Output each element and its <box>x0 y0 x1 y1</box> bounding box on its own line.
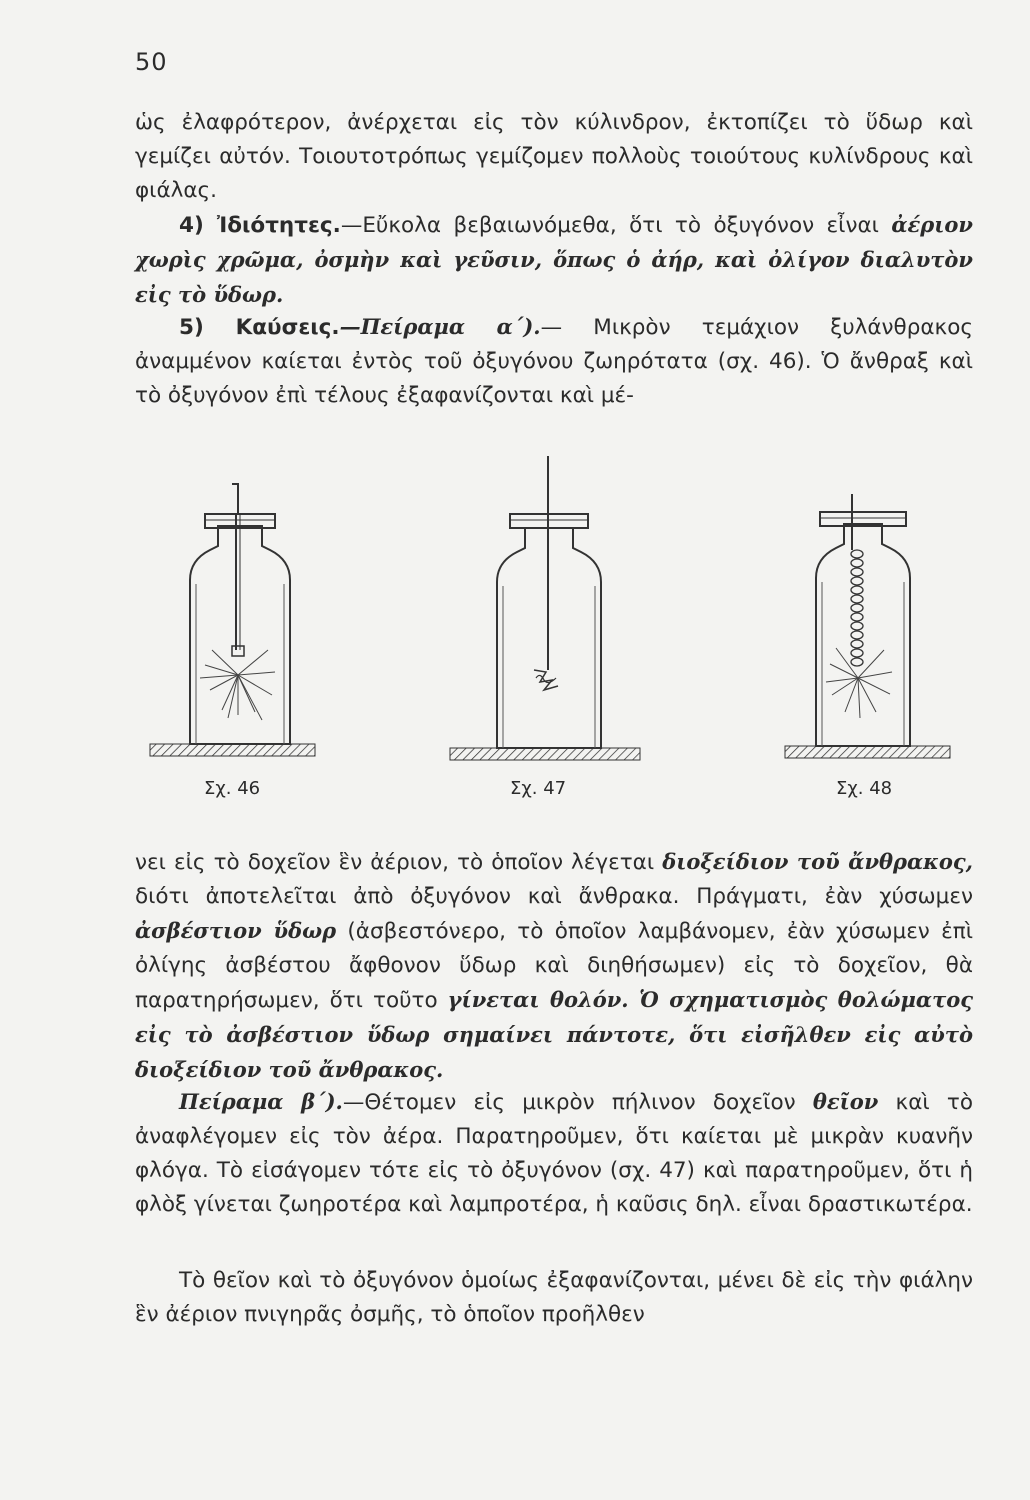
paragraph-properties <box>135 208 973 313</box>
figure-48-bottle <box>785 494 950 758</box>
properties-text: —Εὔκολα βεβαιωνόμεθα, ὅτι τὸ ὀξυγόνον εἶναι <box>340 213 892 238</box>
figure-46-bottle <box>150 484 315 756</box>
caption-fig-47: Σχ. 47 <box>510 778 567 799</box>
combustion-heading: 5) Καύσεις. <box>179 315 340 340</box>
properties-bold: ἀέριον χωρὶς χρῶμα, ὀσμὴν καὶ γεῦσιν, ὅπως ὁ ἀήρ, καὶ ὀλίγον διαλυτὸν εἰς τὸ ὕδωρ. <box>135 212 973 307</box>
caption-fig-48: Σχ. 48 <box>836 778 893 799</box>
sulfur-text: Τὸ θεῖον καὶ τὸ ὀξυγόνον ὁμοίως ἐξαφανίζονται, μένει δὲ εἰς τὴν φιάλην ἓν ἀέριον πνιγηρᾶς ὀσμῆς, τὸ ὁποῖον προῆλθεν <box>135 1268 973 1327</box>
paragraph-carbon-dioxide <box>135 845 973 1088</box>
paragraph-sulfur <box>135 1264 973 1332</box>
paragraph-experiment-b <box>135 1085 973 1222</box>
bottles-illustration <box>0 450 1030 780</box>
figures-area <box>0 450 1030 820</box>
exp-b-text-1: —Θέτομεν εἰς μικρὸν πήλινον δοχεῖον <box>342 1090 813 1115</box>
experiment-b-label: Πείραμα β΄). <box>179 1089 343 1114</box>
cd-bold-3: γίνεται θολόν. Ὁ σχηματισμὸς θολώματος εἰς τὸ ἀσβέστιον ὕδωρ σημαίνει πάντοτε, ὅτι εἰσῆλθεν εἰς αὐτὸ διοξείδιον τοῦ ἄνθρακος. <box>135 987 973 1082</box>
cd-bold-1: διοξείδιον τοῦ ἄνθρακος, <box>662 849 973 874</box>
figure-47-bottle <box>450 456 640 760</box>
cd-text-1: νει εἰς τὸ δοχεῖον ἓν ἀέριον, τὸ ὁποῖον λέγεται <box>135 850 663 875</box>
combustion-text: — Μικρὸν τεμάχιον ξυλάνθρακος ἀναμμένον καίεται ἐντὸς τοῦ ὀξυγόνου ζωηρότατα (σχ. 46). Ὁ ἄνθραξ καὶ τὸ ὀξυγόνον ἐπὶ τέλους ἐξαφανίζονται καὶ μέ- <box>135 315 973 408</box>
properties-heading: 4) Ἰδιότητες. <box>179 213 341 238</box>
page-number: 50 <box>135 48 168 76</box>
paragraph-combustion <box>135 310 973 413</box>
exp-b-bold: θεῖον <box>812 1089 879 1114</box>
intro-text: ὡς ἐλαφρότερον, ἀνέρχεται εἰς τὸν κύλινδρον, ἐκτοπίζει τὸ ὕδωρ καὶ γεμίζει αὐτόν. Τοιουτοτρόπως γεμίζομεν πολλοὺς τοιούτους κυλίνδρους καὶ φιάλας. <box>135 110 973 203</box>
exp-b-text-2: καὶ τὸ ἀναφλέγομεν εἰς τὸν ἀέρα. Παρατηροῦμεν, ὅτι καίεται μὲ μικρὰν κυανῆν φλόγα. Τὸ εἰσάγομεν τότε εἰς τὸ ὀξυγόνον (σχ. 47) καὶ παρατηροῦμεν, ὅτι ἡ φλὸξ γίνεται ζωηροτέρα καὶ λαμπροτέρα, ἡ καῦσις δηλ. εἶναι δραστικωτέρα. <box>135 1090 973 1217</box>
cd-bold-2: ἀσβέστιον ὕδωρ <box>135 918 337 943</box>
cd-text-2: διότι ἀποτελεῖται ἀπὸ ὀξυγόνον καὶ ἄνθρακα. Πράγματι, ἐὰν χύσωμεν <box>135 884 973 909</box>
caption-fig-46: Σχ. 46 <box>204 778 261 799</box>
paragraph-intro <box>135 106 973 208</box>
experiment-a-label: —Πείραμα α΄). <box>339 314 541 339</box>
cd-text-3: (ἀσβεστόνερο, τὸ ὁποῖον λαμβάνομεν, ἐὰν χύσωμεν ἐπὶ ὀλίγης ἀσβέστου ἄφθονον ὕδωρ καὶ διηθήσωμεν) εἰς τὸ δοχεῖον, θὰ παρατηρήσωμεν, ὅτι τοῦτο <box>135 919 974 1013</box>
